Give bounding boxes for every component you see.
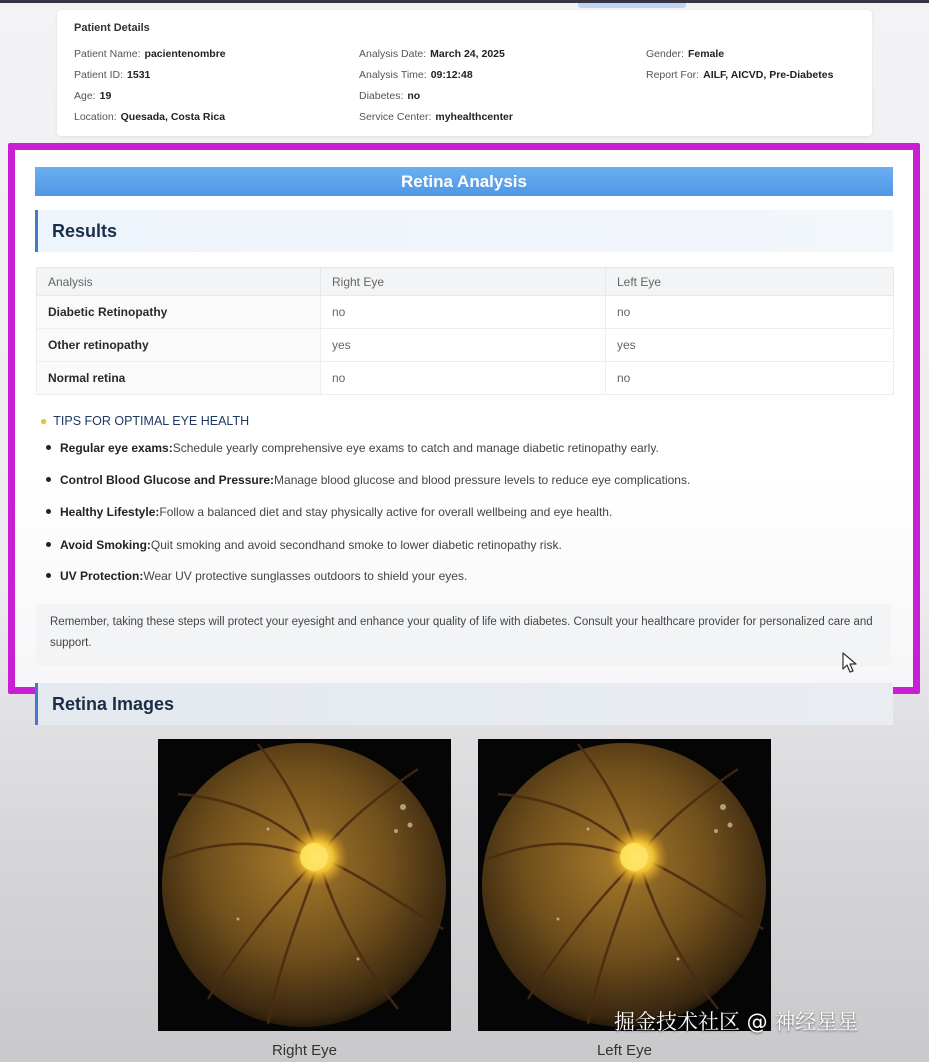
gender-value: Female [687,48,725,60]
patient-name-field [74,48,226,60]
tip-title: Control Blood Glucose and Pressure: [60,473,275,487]
service-center-value: myhealthcenter [435,111,513,123]
service-center-label: Service Center: [359,111,432,123]
right-eye-retina-image[interactable] [158,739,451,1031]
patient-id-value: 1531 [127,69,151,81]
tip-text: Schedule yearly comprehensive eye exams to catch and manage diabetic retinopathy early. [172,441,659,455]
table-header-left-eye: Left Eye [606,268,894,296]
diabetes-field [359,90,420,102]
analysis-time-label: Analysis Time: [359,69,427,81]
tip-title: UV Protection: [60,569,144,583]
table-row [37,329,894,362]
patient-details-card [57,10,872,136]
table-cell-left-eye: no [606,296,894,329]
patient-age-value: 19 [99,90,112,102]
results-heading: Results [35,210,893,252]
tip-item [46,505,612,519]
tips-title [40,414,249,428]
watermark-text: 掘金技术社区 @ 神经星星 [614,1010,859,1034]
mouse-cursor-icon [842,652,858,679]
patient-location-field [74,111,225,123]
tip-item [46,441,659,455]
tip-title: Regular eye exams: [60,441,173,455]
bullet-icon [46,542,51,547]
patient-name-value: pacientenombre [144,48,226,60]
analysis-date-field [359,48,505,60]
patient-details-title: Patient Details [74,22,150,34]
tip-text: Wear UV protective sunglasses outdoors to shield your eyes. [143,569,468,583]
bullet-icon [46,477,51,482]
analysis-time-field [359,69,473,81]
gender-field [646,48,724,60]
bullet-icon [46,573,51,578]
table-cell-analysis: Normal retina [37,362,321,395]
left-eye-caption: Left Eye [596,1042,653,1059]
tip-item [46,569,467,583]
report-for-value: AILF, AICVD, Pre-Diabetes [703,69,834,81]
patient-location-value: Quesada, Costa Rica [120,111,226,123]
retina-analysis-banner: Retina Analysis [35,167,893,196]
table-cell-analysis: Other retinopathy [37,329,321,362]
diabetes-value: no [407,90,421,102]
gender-label: Gender: [646,48,684,60]
analysis-date-label: Analysis Date: [359,48,427,60]
table-cell-right-eye: no [321,296,606,329]
patient-id-label: Patient ID: [74,69,124,81]
analysis-time-value: 09:12:48 [430,69,473,81]
table-cell-left-eye: no [606,362,894,395]
patient-id-field [74,69,150,81]
tip-title: Avoid Smoking: [60,538,151,552]
table-cell-right-eye: yes [321,329,606,362]
table-cell-analysis: Diabetic Retinopathy [37,296,321,329]
tip-text: Follow a balanced diet and stay physically active for overall wellbeing and eye health. [159,505,613,519]
results-table [36,267,894,395]
report-for-label: Report For: [646,69,700,81]
tip-item [46,473,690,487]
report-for-field [646,69,833,81]
tip-text: Quit smoking and avoid secondhand smoke to lower diabetic retinopathy risk. [150,538,562,552]
analysis-date-value: March 24, 2025 [430,48,505,60]
bullet-icon [46,509,51,514]
tip-title: Healthy Lifestyle: [60,505,160,519]
patient-name-label: Patient Name: [74,48,141,60]
diabetes-label: Diabetes: [359,90,404,102]
reminder-note: Remember, taking these steps will protect your eyesight and enhance your quality of life with diabetes. Consult your healthcare provider for personalized care and support. [36,604,891,666]
tip-text: Manage blood glucose and blood pressure levels to reduce eye complications. [274,473,691,487]
table-row [37,362,894,395]
left-eye-retina-image[interactable] [478,739,771,1031]
table-header-analysis: Analysis [37,268,321,296]
top-bar [0,0,929,3]
patient-age-label: Age: [74,90,96,102]
table-header-row [37,268,894,296]
right-eye-caption: Right Eye [271,1042,338,1059]
patient-age-field [74,90,111,102]
tip-item [46,538,562,552]
service-center-field [359,111,513,123]
table-row [37,296,894,329]
active-tab-indicator [578,3,686,8]
table-cell-left-eye: yes [606,329,894,362]
lightbulb-icon: ● [40,414,48,428]
retina-images-heading: Retina Images [35,683,893,725]
table-header-right-eye: Right Eye [321,268,606,296]
table-cell-right-eye: no [321,362,606,395]
tips-title-text: TIPS FOR OPTIMAL EYE HEALTH [53,414,250,428]
patient-location-label: Location: [74,111,117,123]
bullet-icon [46,445,51,450]
